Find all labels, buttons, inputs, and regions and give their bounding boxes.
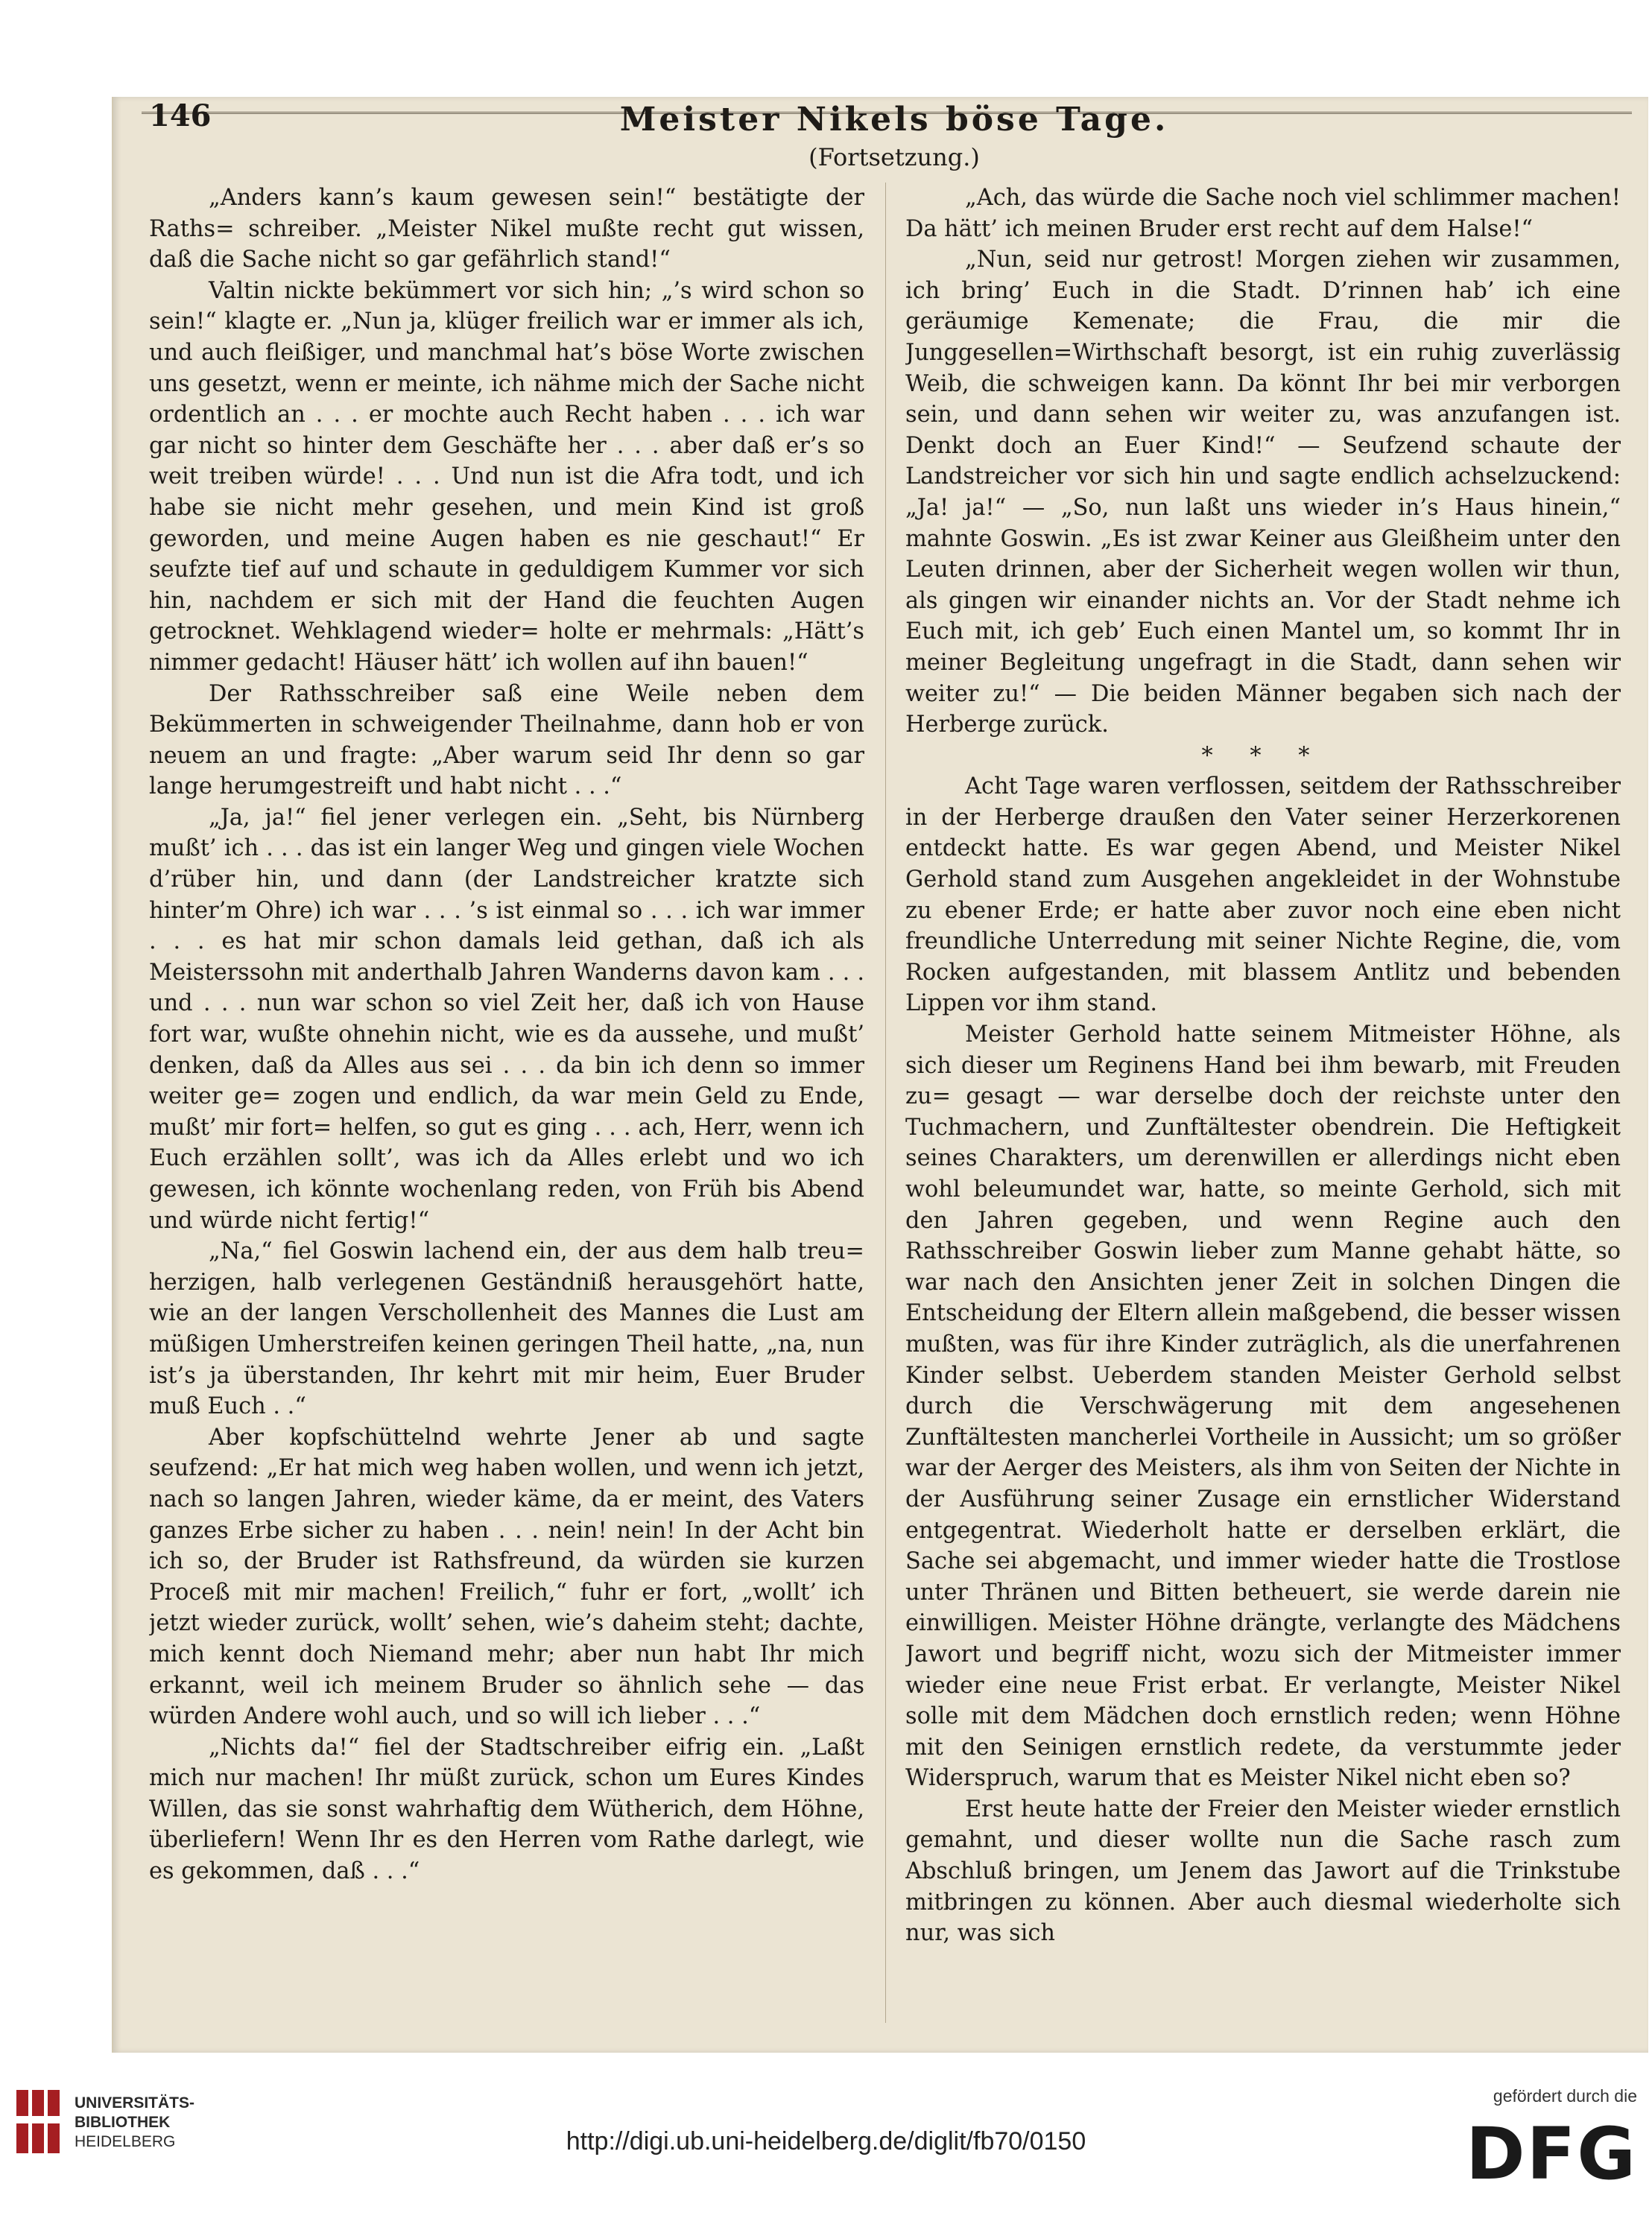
paragraph: „Anders kann’s kaum gewesen sein!“ bestätigte der Raths= schreiber. „Meister Nikel mußte recht gut wissen, daß die Sache nicht so gar gefährlich stand!“ bbox=[149, 185, 864, 273]
library-name-line: HEIDELBERG bbox=[75, 2133, 176, 2150]
paragraph: Der Rathsschreiber saß eine Weile neben dem Bekümmerten in schweigender Theilnahme, dann hob er von neuem an und fragte: „Aber warum seid Ihr denn so gar lange herumgestreift und habt nicht . . .“ bbox=[149, 680, 864, 800]
page-subtitle: (Fortsetzung.) bbox=[808, 143, 980, 171]
paragraph: Meister Gerhold hatte seinem Mitmeister Höhne, als sich dieser um Reginens Hand bei ihm bewarb, mit Freuden zu= gesagt — war derselbe doch der reichste unter den Tuchmachern, und Zunftältester obendrein. Die Heftigkeit seines Charakters, um derenwillen er allerdings nicht eben wohl beleumundet war, hatte, so meinte Gerhold, sich mit den Jahren gegeben, und wenn Regine auch den Rathsschreiber Goswin lieber zum Manne gehabt hätte, so war nach den Ansichten jener Zeit in solchen Dingen die Entscheidung der Eltern allein maßgebend, die besser wissen mußten, was für ihre Kinder zuträglich, als die unerfahrenen Kinder selbst. Ueberdem standen Meister Gerhold selbst durch die Verschwägerung mit dem angesehenen Zunftältesten mancherlei Vortheile in Aussicht; um so größer war der Aerger des Meisters, als ihm von Seiten der Nichte in der Ausführung seiner Zusage ein ernstlicher Widerstand entgegentrat. Wiederholt hatte er derselben erklärt, die Sache sei abgemacht, und immer wieder hatte die Trostlose unter Thränen und Bitten betheuert, sie werde darein nie einwilligen. Meister Höhne drängte, verlangte des Mädchens Jawort und begriff nicht, wozu sich der Mitmeister immer wieder eine neue Frist erbat. Er verlangte, Meister Nikel solle mit dem Mädchen doch ernstlich reden; wenn Höhne mit den Seinigen ernstlich redete, da verstummte jeder Widerspruch, warum that es Meister Nikel nicht eben so? bbox=[905, 1021, 1621, 1792]
library-name-line: UNIVERSITÄTS- bbox=[75, 2094, 195, 2112]
paragraph: Acht Tage waren verflossen, seitdem der Rathsschreiber in der Herberge draußen den Vater seiner Herzerkorenen entdeckt hatte. Es war gegen Abend, und Meister Nikel Gerhold stand zum Ausgehen angekleidet in der Wohnstube zu ebener Erde; er hatte aber zuvor noch eine eben nicht freundliche Unterredung mit seiner Nichte Regine, die, vom Rocken aufgestanden, mit blassem Antlitz und bebenden Lippen vor ihm stand. bbox=[905, 773, 1621, 1017]
dfg-logo: DFG bbox=[1465, 2112, 1637, 2196]
paragraph: Aber kopfschüttelnd wehrte Jener ab und sagte seufzend: „Er hat mich weg haben wollen, und wenn ich jetzt, nach so langen Jahren, wieder käme, da er meint, des Vaters ganzes Erbe sicher zu haben . . . nein! nein! In der Acht bin ich so, der Bruder ist Rathsfreund, da würden sie kurzen Proceß mit mir machen! Freilich,“ fuhr er fort, „wollt’ ich jetzt wieder zurück, wollt’ sehen, wie’s daheim steht; dachte, mich kennt doch Niemand mehr; aber nun habt Ihr mich erkannt, weil ich meinem Bruder so ähnlich sehe — das würden Andere wohl auch, und so will ich lieber . . .“ bbox=[149, 1424, 864, 1730]
funded-by-text: gefördert durch die bbox=[1493, 2086, 1637, 2106]
paragraph: „Na,“ fiel Goswin lachend ein, der aus dem halb treu= herzigen, halb verlegenen Geständniß herausgehört hatte, wie an der langen Verschollenheit des Mannes die Lust am müßigen Umherstreifen keinen geringen Theil hatte, „na, nun ist’s ja überstanden, Ihr kehrt mit mir heim, Euer Bruder muß Euch . .“ bbox=[149, 1238, 864, 1420]
paragraph: Erst heute hatte der Freier den Meister wieder ernstlich gemahnt, und dieser wollte nun die Sache rasch zum Abschluß bringen, um Jenem das Jawort auf die Trinkstube mitbringen zu können. Aber auch diesmal wiederholte sich nur, was sich bbox=[905, 1796, 1621, 1947]
page-number: 146 bbox=[149, 98, 212, 133]
library-name-line: BIBLIOTHEK bbox=[75, 2114, 171, 2131]
permalink-url[interactable]: http://digi.ub.uni-heidelberg.de/diglit/fb70/0150 bbox=[566, 2127, 1086, 2155]
paragraph: „Ja, ja!“ fiel jener verlegen ein. „Seht, bis Nürnberg mußt’ ich . . . das ist ein langer Weg und gingen viele Wochen d’rüber hin, und dann (der Landstreicher kratzte sich hinter’m Ohre) ich war . . . ’s ist einmal so . . . ich war immer . . . es hat mir schon damals leid gethan, daß ich als Meisterssohn mit anderthalb Jahren Wanderns davon kam . . . und . . . nun war schon so viel Zeit her, daß ich von Hause fort war, wußte ohnehin nicht, wie es da aussehe, und mußt’ denken, daß da Alles aus sei . . . da bin ich denn so immer weiter ge= zogen und endlich, da war mein Geld zu Ende, mußt’ mir fort= helfen, so gut es ging . . . ach, Herr, wenn ich Euch erzählen sollt’, was ich da Alles erlebt und wo ich gewesen, ich könnte wochenlang reden, von Früh bis Abend und würde nicht fertig!“ bbox=[149, 804, 864, 1234]
paragraph: Valtin nickte bekümmert vor sich hin; „’s wird schon so sein!“ klagte er. „Nun ja, klüger freilich war er immer als ich, und auch fleißiger, und manchmal hat’s böse Worte zwischen uns gesetzt, wenn er meinte, ich nähme mich der Sache nicht ordentlich an . . . er mochte auch Recht haben . . . ich war gar nicht so hinter dem Geschäfte her . . . aber daß er’s so weit treiben würde! . . . Und nun ist die Afra todt, und ich habe sie nicht mehr gesehen, und mein Kind ist groß geworden, und meine Augen haben es nie geschaut!“ Er seufzte tief auf und schaute in geduldigem Kummer vor sich hin, nachdem er sich mit der Hand die feuchten Augen getrocknet. Wehklagend wieder= holte er mehrmals: „Hätt’s nimmer gedacht! Häuser hätt’ ich wollen auf ihn bauen!“ bbox=[149, 277, 864, 676]
paragraph: „Nichts da!“ fiel der Stadtschreiber eifrig ein. „Laßt mich nur machen! Ihr müßt zurück, schon um Eures Kindes Willen, das sie sonst wahrhaftig dem Wütherich, dem Höhne, überliefern! Wenn Ihr es den Herren vom Rathe darlegt, wie es gekommen, daß . . .“ bbox=[149, 1734, 864, 1885]
paragraph: „Ach, das würde die Sache noch viel schlimmer machen! Da hätt’ ich meinen Bruder erst recht auf dem Halse!“ bbox=[905, 185, 1621, 242]
section-asterism: * * * bbox=[1201, 742, 1325, 769]
left-column bbox=[149, 183, 864, 2030]
page-title: Meister Nikels böse Tage. bbox=[619, 101, 1169, 139]
right-column bbox=[905, 183, 1621, 2030]
column-divider bbox=[885, 183, 886, 2023]
paragraph: „Nun, seid nur getrost! Morgen ziehen wir zusammen, ich bring’ Euch in die Stadt. D’rinnen hab’ ich eine geräumige Kemenate; die Frau, die mir die Junggesellen=Wirthschaft besorgt, ist ein ruhig zuverlässig Weib, die schweigen kann. Da könnt Ihr bei mir verborgen sein, und dann sehen wir weiter zu, was anzufangen ist. Denkt doch an Euer Kind!“ — Seufzend schaute der Landstreicher vor sich hin und sagte endlich achselzuckend: „Ja! ja!“ — „So, nun laßt uns wieder in’s Haus hinein,“ mahnte Goswin. „Es ist zwar Keiner aus Gleißheim unter den Leuten drinnen, aber der Sicherheit wegen wollen wir thun, als gingen wir einander nichts an. Vor der Stadt nehme ich Euch mit, ich geb’ Euch einen Mantel um, so kommt Ihr in meiner Begleitung ungefragt in die Stadt, dann sehen wir weiter zu!“ — Die beiden Männer begaben sich nach der Herberge zurück. bbox=[905, 247, 1621, 738]
